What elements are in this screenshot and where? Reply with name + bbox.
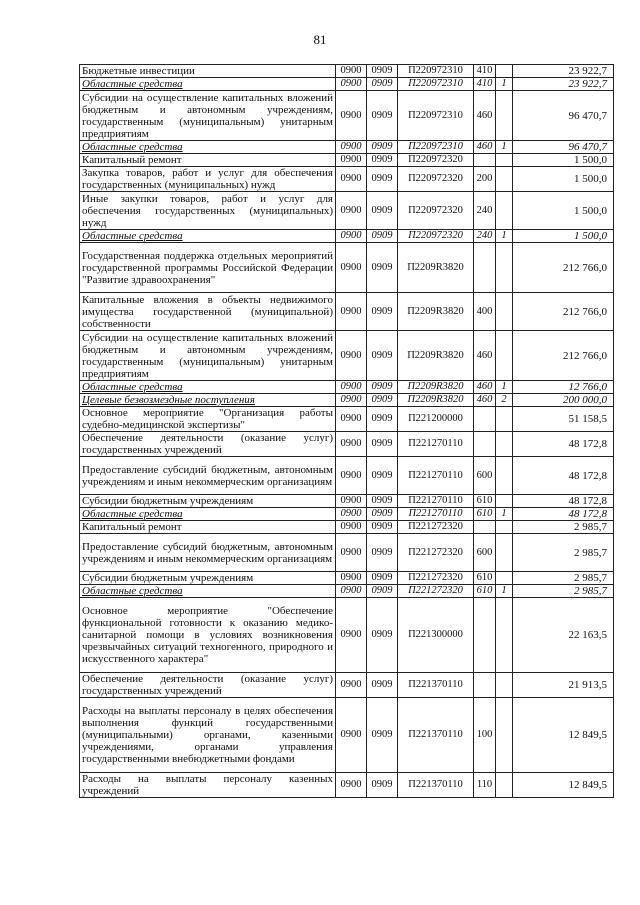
subsection-code: 0909 <box>367 432 398 457</box>
table-row <box>80 91 614 141</box>
row-name: Иные закупки товаров, работ и услуг для обеспечения государственных (муниципальных) нужд <box>80 192 336 230</box>
section-code: 0900 <box>336 78 367 91</box>
target-article-code: П221370110 <box>398 673 474 698</box>
expense-type-code <box>474 432 496 457</box>
amount: 12 849,5 <box>513 773 614 798</box>
section-code: 0900 <box>336 457 367 495</box>
subsection-code: 0909 <box>367 91 398 141</box>
amount: 1 500,0 <box>513 167 614 192</box>
table-row <box>80 192 614 230</box>
table-row <box>80 381 614 394</box>
amount: 1 500,0 <box>513 192 614 230</box>
table-row <box>80 65 614 78</box>
amount: 200 000,0 <box>513 394 614 407</box>
section-code: 0900 <box>336 394 367 407</box>
expense-type-code <box>474 407 496 432</box>
target-article-code: П2209R3820 <box>398 394 474 407</box>
subsection-code: 0909 <box>367 381 398 394</box>
row-name: Областные средства <box>80 585 336 598</box>
table-row <box>80 141 614 154</box>
section-code: 0900 <box>336 598 367 673</box>
section-code: 0900 <box>336 521 367 534</box>
section-code: 0900 <box>336 331 367 381</box>
row-name: Закупка товаров, работ и услуг для обеспечения государственных (муниципальных) нужд <box>80 167 336 192</box>
amount: 2 985,7 <box>513 534 614 572</box>
table-row <box>80 572 614 585</box>
row-name: Капитальные вложения в объекты недвижимого имущества государственной (муниципальной) собственности <box>80 293 336 331</box>
table-row <box>80 394 614 407</box>
row-name: Субсидии бюджетным учреждениям <box>80 495 336 508</box>
amount: 2 985,7 <box>513 585 614 598</box>
funding-source-code <box>496 673 513 698</box>
row-name: Основное мероприятие "Организация работы судебно-медицинской экспертизы" <box>80 407 336 432</box>
expense-type-code: 200 <box>474 167 496 192</box>
subsection-code: 0909 <box>367 331 398 381</box>
target-article-code: П221270110 <box>398 495 474 508</box>
expense-type-code: 240 <box>474 192 496 230</box>
budget-table-body <box>80 65 614 798</box>
row-name: Основное мероприятие "Обеспечение функциональной готовности к оказанию медико-санитарной помощи в условиях возникновения чрезвычайных ситуаций техногенного, природного и искусственного характера" <box>80 598 336 673</box>
target-article-code: П2209R3820 <box>398 293 474 331</box>
amount: 12 849,5 <box>513 698 614 773</box>
funding-source-code <box>496 154 513 167</box>
amount: 212 766,0 <box>513 293 614 331</box>
expense-type-code: 610 <box>474 585 496 598</box>
funding-source-code: 1 <box>496 585 513 598</box>
section-code: 0900 <box>336 407 367 432</box>
funding-source-code: 1 <box>496 230 513 243</box>
row-name: Субсидии на осуществление капитальных вложений бюджетным и автономным учреждениям, государственным (муниципальным) унитарным предприятиям <box>80 91 336 141</box>
table-row <box>80 698 614 773</box>
table-row <box>80 78 614 91</box>
target-article-code: П220972320 <box>398 230 474 243</box>
table-row <box>80 243 614 293</box>
row-name: Государственная поддержка отдельных мероприятий государственной программы Российской Федерации "Развитие здравоохранения" <box>80 243 336 293</box>
table-row <box>80 585 614 598</box>
row-name: Капитальный ремонт <box>80 521 336 534</box>
table-row <box>80 534 614 572</box>
section-code: 0900 <box>336 192 367 230</box>
row-name: Областные средства <box>80 381 336 394</box>
funding-source-code <box>496 698 513 773</box>
row-name: Субсидии бюджетным учреждениям <box>80 572 336 585</box>
target-article-code: П221272320 <box>398 521 474 534</box>
table-row <box>80 598 614 673</box>
row-name: Предоставление субсидий бюджетным, автономным учреждениям и иным некоммерческим организациям <box>80 534 336 572</box>
target-article-code: П2209R3820 <box>398 381 474 394</box>
expense-type-code: 400 <box>474 293 496 331</box>
funding-source-code <box>496 521 513 534</box>
amount: 2 985,7 <box>513 572 614 585</box>
target-article-code: П220972310 <box>398 65 474 78</box>
subsection-code: 0909 <box>367 65 398 78</box>
subsection-code: 0909 <box>367 698 398 773</box>
table-row <box>80 773 614 798</box>
table-row <box>80 495 614 508</box>
amount: 48 172,8 <box>513 432 614 457</box>
expense-type-code: 610 <box>474 572 496 585</box>
subsection-code: 0909 <box>367 394 398 407</box>
expense-type-code: 600 <box>474 534 496 572</box>
budget-table <box>79 64 614 798</box>
subsection-code: 0909 <box>367 508 398 521</box>
target-article-code: П221300000 <box>398 598 474 673</box>
subsection-code: 0909 <box>367 293 398 331</box>
row-name: Областные средства <box>80 141 336 154</box>
target-article-code: П2209R3820 <box>398 331 474 381</box>
row-name: Расходы на выплаты персоналу казенных учреждений <box>80 773 336 798</box>
page-number: 81 <box>313 32 327 47</box>
expense-type-code: 460 <box>474 381 496 394</box>
table-row <box>80 432 614 457</box>
funding-source-code: 1 <box>496 508 513 521</box>
row-name: Областные средства <box>80 508 336 521</box>
funding-source-code <box>496 495 513 508</box>
amount: 12 766,0 <box>513 381 614 394</box>
amount: 51 158,5 <box>513 407 614 432</box>
subsection-code: 0909 <box>367 585 398 598</box>
target-article-code: П220972310 <box>398 91 474 141</box>
target-article-code: П221370110 <box>398 773 474 798</box>
amount: 1 500,0 <box>513 230 614 243</box>
target-article-code: П221270110 <box>398 432 474 457</box>
funding-source-code: 2 <box>496 394 513 407</box>
funding-source-code <box>496 457 513 495</box>
table-row <box>80 154 614 167</box>
expense-type-code: 600 <box>474 457 496 495</box>
amount: 212 766,0 <box>513 331 614 381</box>
expense-type-code <box>474 243 496 293</box>
amount: 48 172,8 <box>513 457 614 495</box>
amount: 21 913,5 <box>513 673 614 698</box>
expense-type-code: 460 <box>474 331 496 381</box>
row-name: Областные средства <box>80 78 336 91</box>
amount: 212 766,0 <box>513 243 614 293</box>
subsection-code: 0909 <box>367 773 398 798</box>
amount: 1 500,0 <box>513 154 614 167</box>
expense-type-code: 240 <box>474 230 496 243</box>
funding-source-code <box>496 243 513 293</box>
target-article-code: П221270110 <box>398 457 474 495</box>
expense-type-code: 460 <box>474 91 496 141</box>
target-article-code: П2209R3820 <box>398 243 474 293</box>
expense-type-code: 460 <box>474 394 496 407</box>
expense-type-code: 610 <box>474 508 496 521</box>
funding-source-code <box>496 534 513 572</box>
section-code: 0900 <box>336 65 367 78</box>
funding-source-code <box>496 167 513 192</box>
table-row <box>80 230 614 243</box>
table-row <box>80 331 614 381</box>
section-code: 0900 <box>336 585 367 598</box>
subsection-code: 0909 <box>367 673 398 698</box>
section-code: 0900 <box>336 230 367 243</box>
expense-type-code <box>474 521 496 534</box>
section-code: 0900 <box>336 534 367 572</box>
expense-type-code: 100 <box>474 698 496 773</box>
amount: 48 172,8 <box>513 508 614 521</box>
expense-type-code: 460 <box>474 141 496 154</box>
row-name: Предоставление субсидий бюджетным, автономным учреждениям и иным некоммерческим организациям <box>80 457 336 495</box>
table-row <box>80 508 614 521</box>
section-code: 0900 <box>336 508 367 521</box>
row-name: Бюджетные инвестиции <box>80 65 336 78</box>
amount: 22 163,5 <box>513 598 614 673</box>
funding-source-code: 1 <box>496 78 513 91</box>
funding-source-code <box>496 91 513 141</box>
amount: 2 985,7 <box>513 521 614 534</box>
funding-source-code <box>496 331 513 381</box>
expense-type-code: 410 <box>474 65 496 78</box>
subsection-code: 0909 <box>367 572 398 585</box>
amount: 96 470,7 <box>513 91 614 141</box>
target-article-code: П220972310 <box>398 78 474 91</box>
row-name: Целевые безвозмездные поступления <box>80 394 336 407</box>
subsection-code: 0909 <box>367 154 398 167</box>
target-article-code: П220972320 <box>398 154 474 167</box>
funding-source-code <box>496 407 513 432</box>
expense-type-code <box>474 154 496 167</box>
funding-source-code <box>496 293 513 331</box>
target-article-code: П220972320 <box>398 192 474 230</box>
section-code: 0900 <box>336 154 367 167</box>
expense-type-code <box>474 673 496 698</box>
expense-type-code: 410 <box>474 78 496 91</box>
subsection-code: 0909 <box>367 457 398 495</box>
amount: 96 470,7 <box>513 141 614 154</box>
section-code: 0900 <box>336 698 367 773</box>
row-name: Областные средства <box>80 230 336 243</box>
table-row <box>80 407 614 432</box>
section-code: 0900 <box>336 773 367 798</box>
amount: 23 922,7 <box>513 65 614 78</box>
subsection-code: 0909 <box>367 167 398 192</box>
funding-source-code <box>496 773 513 798</box>
expense-type-code: 610 <box>474 495 496 508</box>
row-name: Обеспечение деятельности (оказание услуг) государственных учреждений <box>80 432 336 457</box>
row-name: Обеспечение деятельности (оказание услуг) государственных учреждений <box>80 673 336 698</box>
section-code: 0900 <box>336 495 367 508</box>
target-article-code: П220972310 <box>398 141 474 154</box>
amount: 48 172,8 <box>513 495 614 508</box>
expense-type-code: 110 <box>474 773 496 798</box>
table-row <box>80 457 614 495</box>
section-code: 0900 <box>336 432 367 457</box>
target-article-code: П221272320 <box>398 534 474 572</box>
section-code: 0900 <box>336 243 367 293</box>
funding-source-code <box>496 192 513 230</box>
target-article-code: П221272320 <box>398 585 474 598</box>
section-code: 0900 <box>336 91 367 141</box>
target-article-code: П221272320 <box>398 572 474 585</box>
target-article-code: П221200000 <box>398 407 474 432</box>
subsection-code: 0909 <box>367 78 398 91</box>
funding-source-code: 1 <box>496 141 513 154</box>
section-code: 0900 <box>336 293 367 331</box>
subsection-code: 0909 <box>367 495 398 508</box>
table-row <box>80 167 614 192</box>
funding-source-code <box>496 572 513 585</box>
table-row <box>80 293 614 331</box>
row-name: Субсидии на осуществление капитальных вложений бюджетным и автономным учреждениям, государственным (муниципальным) унитарным предприятиям <box>80 331 336 381</box>
subsection-code: 0909 <box>367 141 398 154</box>
section-code: 0900 <box>336 381 367 394</box>
row-name: Расходы на выплаты персоналу в целях обеспечения выполнения функций государственными (муниципальными) органами, казенными учреждениями, органами управления государственными внебюджетными фондами <box>80 698 336 773</box>
subsection-code: 0909 <box>367 598 398 673</box>
section-code: 0900 <box>336 673 367 698</box>
section-code: 0900 <box>336 572 367 585</box>
table-row <box>80 673 614 698</box>
funding-source-code <box>496 432 513 457</box>
target-article-code: П220972320 <box>398 167 474 192</box>
expense-type-code <box>474 598 496 673</box>
section-code: 0900 <box>336 141 367 154</box>
subsection-code: 0909 <box>367 407 398 432</box>
section-code: 0900 <box>336 167 367 192</box>
funding-source-code <box>496 598 513 673</box>
subsection-code: 0909 <box>367 230 398 243</box>
subsection-code: 0909 <box>367 521 398 534</box>
table-row <box>80 521 614 534</box>
row-name: Капитальный ремонт <box>80 154 336 167</box>
subsection-code: 0909 <box>367 192 398 230</box>
funding-source-code: 1 <box>496 381 513 394</box>
subsection-code: 0909 <box>367 243 398 293</box>
target-article-code: П221370110 <box>398 698 474 773</box>
subsection-code: 0909 <box>367 534 398 572</box>
target-article-code: П221270110 <box>398 508 474 521</box>
funding-source-code <box>496 65 513 78</box>
amount: 23 922,7 <box>513 78 614 91</box>
